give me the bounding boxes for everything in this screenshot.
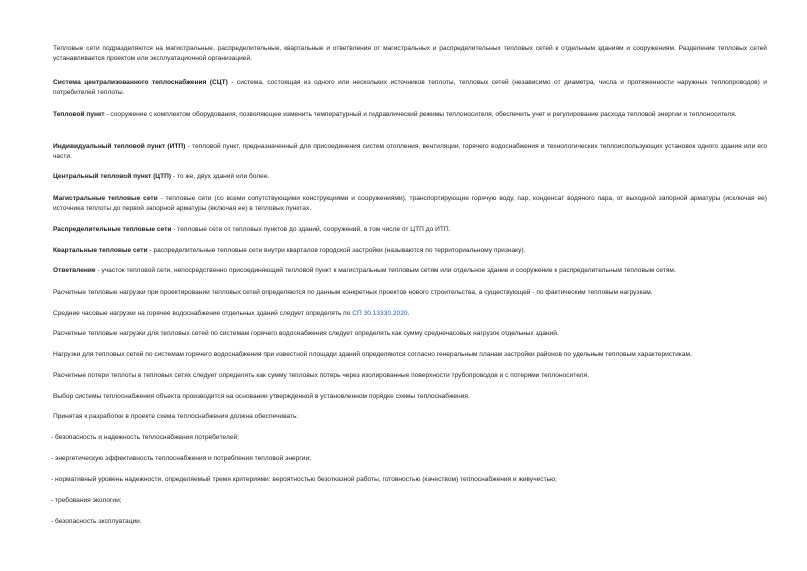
term: Магистральные тепловые сети	[53, 195, 158, 202]
list-item: - безопасность эксплуатации.	[51, 518, 142, 525]
list-item: - нормативный уровень надежности, определяемый тремя критериями: вероятностью безотказной работы, готовностью (качеством) теплоснабжения и живучестью;	[51, 476, 557, 483]
standard-link[interactable]: СП 30.13330.2020	[352, 310, 408, 317]
paragraph: Расчетные тепловые нагрузки для тепловых сетей по системам горячего водоснабжения следует определять как сумму среднечасовых нагрузок отдельных зданий.	[53, 330, 559, 337]
paragraph: Принятая к разработке в проекте схема теплоснабжения должна обеспечивать:	[53, 413, 299, 420]
term: Квартальные тепловые сети	[53, 247, 148, 254]
paragraph: Расчетные потери теплоты в тепловых сетях следует определять как сумму тепловых потерь через изолированные поверхности трубопроводов и с потерями теплоносителя.	[53, 372, 589, 379]
term: Тепловой пункт	[53, 111, 105, 118]
paragraph: Индивидуальный тепловой пункт (ИТП) - тепловой пункт, предназначенный для присоединения систем отопления, вентиляции, горячего водоснабжения и технологических теплоиспользующих установок одного здания или его части.	[53, 143, 767, 161]
paragraph: Расчетные тепловые нагрузки при проектировании тепловых сетей определяются по данным конкретных проектов нового строительства, а существующей - по фактическим тепловым нагрузкам.	[53, 289, 653, 296]
paragraph: Магистральные тепловые сети - тепловые сети (со всеми сопутствующими конструкциями и сооружениями), транспортирующие горячую воду, пар, конденсат водяного пара, от выходной запорной арматуры (исключая ее) источника теплоты до первой запорной арматуры (включая ее) в тепловых пунктах.	[53, 195, 767, 213]
term: Система централизованного теплоснабжения (СЦТ)	[53, 79, 228, 86]
term: Ответвление	[53, 267, 96, 274]
paragraph: Ответвление - участок тепловой сети, непосредственно присоединяющий тепловой пункт к магистральным тепловым сетям или отдельное здание и сооружение к распределительным тепловым сетям.	[53, 267, 676, 274]
term: Индивидуальный тепловой пункт (ИТП)	[53, 143, 186, 150]
term: Распределительные тепловые сети	[53, 226, 172, 233]
paragraph: Система централизованного теплоснабжения (СЦТ) - система, состоящая из одного или нескольких источников теплоты, тепловых сетей (независимо от диаметра, числа и протяженности наружных теплопроводов) и потребителей теплоты.	[53, 79, 767, 97]
list-item: - безопасность и надежность теплоснабжения потребителей;	[51, 434, 240, 441]
paragraph: Квартальные тепловые сети - распределительные тепловые сети внутри кварталов городской застройки (называются по территориальному признаку).	[53, 247, 526, 254]
term: Центральный тепловой пункт (ЦТП)	[53, 173, 172, 180]
paragraph: Средние часовые нагрузки на горячее водоснабжение отдельных зданий следует определять по СП 30.13330.2020.	[53, 310, 410, 317]
paragraph: Выбор системы теплоснабжения объекта производится на основании утвержденной в установленном порядке схемы теплоснабжения.	[53, 393, 470, 400]
list-item: - требования экологии;	[51, 497, 122, 504]
list-item: - энергетическую эффективность теплоснабжения и потребления тепловой энергии;	[51, 455, 311, 462]
paragraph: Центральный тепловой пункт (ЦТП) - то же, двух зданий или более.	[53, 173, 270, 180]
paragraph: Тепловые сети подразделяются на магистральные, распределительные, квартальные и ответвления от магистральных и распределительных тепловых сетей к отдельным зданиям и сооружениям. Разделение тепловых сетей устанавливается проектом или эксплуатационной организацией.	[53, 45, 767, 63]
paragraph: Нагрузки для тепловых сетей по системам горячего водоснабжения при известной площади зданий определяются согласно генеральным планам застройки районов по удельным тепловым характеристикам.	[53, 351, 692, 358]
paragraph: Распределительные тепловые сети - тепловые сети от тепловых пунктов до зданий, сооружений, в том числе от ЦТП до ИТП.	[53, 226, 451, 233]
paragraph: Тепловой пункт - сооружение с комплектом оборудования, позволяющее изменить температурный и гидравлический режимы теплоносителя, обеспечить учет и регулирование расхода тепловой энергии и теплоносителя.	[53, 111, 737, 118]
